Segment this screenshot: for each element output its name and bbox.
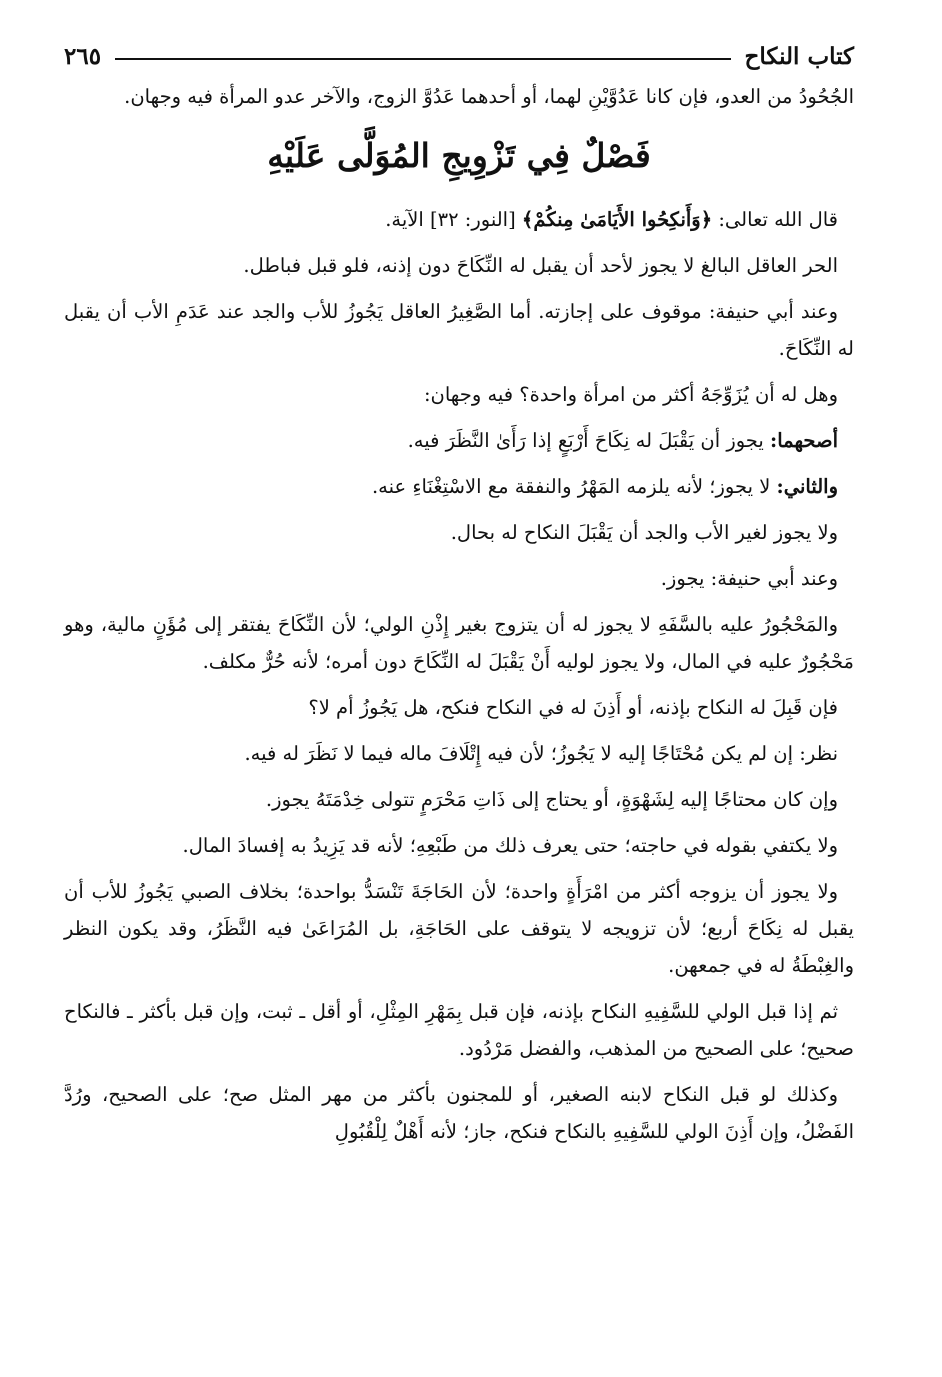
paragraph-4-lead: أصحهما: bbox=[770, 429, 838, 452]
paragraph-12: ولا يكتفي بقوله في حاجته؛ حتى يعرف ذلك من طَبْعِهِ؛ لأنه قد يَزِيدُ به إفسادَ المال. bbox=[182, 834, 838, 857]
continuation-paragraph: الجُحُودُ من العدو، فإن كانا عَدُوَّيْنِ لهما، أو أحدهما عَدُوَّ الزوج، والآخر عدو المرأة فيه وجهان. bbox=[124, 85, 854, 108]
paragraph-6: ولا يجوز لغير الأب والجد أن يَقْبَلَ النكاح له بحال. bbox=[450, 521, 838, 544]
verse-paragraph bbox=[64, 201, 854, 238]
paragraph-3: وهل له أن يُزَوِّجَهُ أكثر من امرأة واحدة؟ فيه وجهان: bbox=[423, 383, 838, 406]
header-rule bbox=[115, 58, 730, 60]
paragraph-7: وعند أبي حنيفة: يجوز. bbox=[660, 567, 838, 590]
paragraph-5-lead: والثاني: bbox=[776, 475, 838, 498]
paragraph-10: نظر: إن لم يكن مُحْتَاجًا إليه لا يَجُوزُ؛ لأن فيه إِتْلَافَ ماله فيما لا نَظَرَ له فيه. bbox=[244, 742, 838, 765]
quran-verse: ﴿وَأَنكِحُوا الأَيَامَىٰ مِنكُمْ﴾ bbox=[521, 208, 713, 231]
paragraph-8: والمَحْجُورُ عليه بالسَّفَهِ لا يجوز له أن يتزوج بغير إِذْنِ الولي؛ لأن النِّكَاحَ يفتقر إلى مُؤَنٍ مالية، وهو مَحْجُورٌ عليه في المال، ولا يجوز لوليه أَنْ يَقْبَلَ له النِّكَاحَ دون أمره؛ لأنه حُرٌّ مكلف. bbox=[64, 613, 854, 673]
book-page bbox=[64, 34, 854, 1159]
verse-prefix: قال الله تعالى: bbox=[718, 208, 838, 231]
paragraph-1: الحر العاقل البالغ لا يجوز لأحد أن يقبل له النِّكَاحَ دون إذنه، فلو قبل فباطل. bbox=[243, 254, 838, 277]
page-number: ٢٦٥ bbox=[64, 42, 102, 70]
page-header bbox=[64, 34, 854, 78]
chapter-title: فَصْلٌ فِي تَزْوِيجِ المُوَلَّى عَلَيْهِ bbox=[267, 136, 651, 175]
running-title: كتاب النكاح bbox=[744, 42, 854, 70]
paragraph-11: وإن كان محتاجًا إليه لِشَهْوَةٍ، أو يحتاج إلى ذَاتِ مَحْرَمٍ تتولى خِدْمَتَهُ يجوز. bbox=[265, 788, 838, 811]
paragraph-4-body: يجوز أن يَقْبَلَ له نِكَاحَ أَرْبَعٍ إذا رَأَىٰ النَّظَرَ فيه. bbox=[407, 429, 771, 452]
paragraph-5-body: لا يجوز؛ لأنه يلزمه المَهْرُ والنفقة مع الاسْتِغْنَاءِ عنه. bbox=[371, 475, 777, 498]
paragraph-4 bbox=[64, 422, 854, 459]
paragraph-2: وعند أبي حنيفة: موقوف على إجازته. أما الصَّغِيرُ العاقل يَجُوزُ للأب والجد عند عَدَمِ الأب أن يقبل له النِّكَاحَ. bbox=[64, 300, 854, 360]
paragraph-14: ثم إذا قبل الولي للسَّفِيهِ النكاح بإذنه، فإن قبل بِمَهْرِ المِثْلِ، أو أقل ـ ثبت، وإن قبل بأكثر ـ فالنكاح صحيح؛ على الصحيح من المذهب، والفضل مَرْدُود. bbox=[64, 1000, 854, 1060]
verse-reference: [النور: ٣٢] الآية. bbox=[385, 208, 516, 231]
paragraph-15: وكذلك لو قبل النكاح لابنه الصغير، أو للمجنون بأكثر من مهر المثل صح؛ على الصحيح، ورُدَّ الفَضْلُ، وإن أَذِنَ الولي للسَّفِيهِ بالنكاح فنكح، جاز؛ لأنه أَهْلٌ لِلْقُبُولِ bbox=[64, 1083, 854, 1143]
paragraph-5 bbox=[64, 468, 854, 505]
paragraph-13: ولا يجوز أن يزوجه أكثر من امْرَأَةٍ واحدة؛ لأن الحَاجَةَ تَنْسَدُّ بواحدة؛ بخلاف الصبي يَجُوزُ للأب أن يقبل له نِكَاحَ أربع؛ لأن تزويجه لا يتوقف على الحَاجَةِ، بل المُرَاعَىٰ فيه النَّظَرُ، وقد يكون النظر والغِبْطَةُ له في جمعهن. bbox=[64, 880, 854, 977]
paragraph-9: فإن قَبِلَ له النكاح بإذنه، أو أَذِنَ له في النكاح فنكح، هل يَجُوزُ أم لا؟ bbox=[308, 696, 838, 719]
